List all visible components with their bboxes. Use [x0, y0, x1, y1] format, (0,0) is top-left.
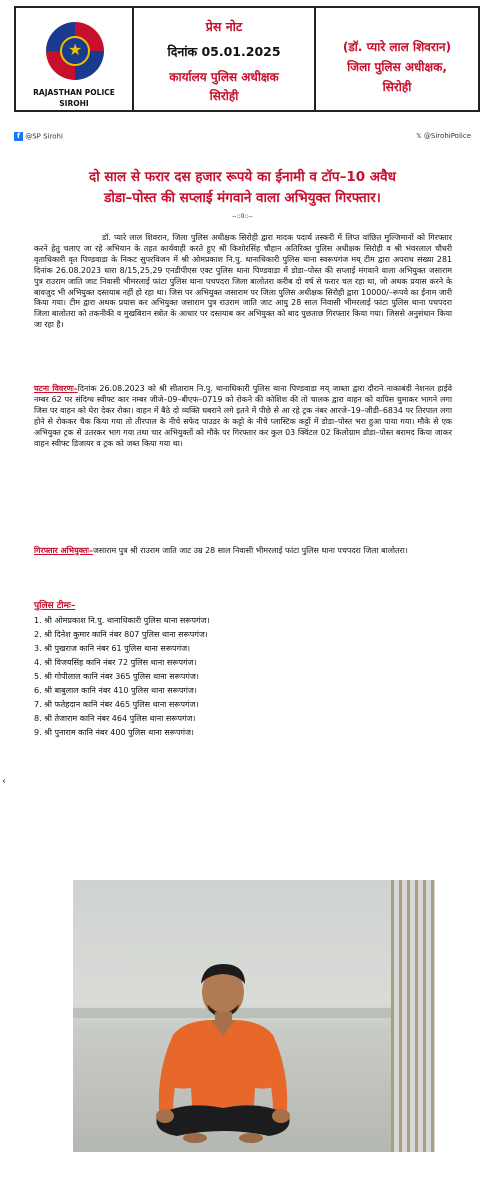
logo-caption-line1: RAJASTHAN POLICE — [33, 88, 115, 97]
office-name: कार्यालय पुलिस अधीक्षक — [169, 70, 279, 84]
team-member: 8. श्री तेजाराम कानि नंबर 464 पुलिस थाना सरूपगंज। — [34, 714, 196, 723]
team-member: 3. श्री पुखराज कानि नंबर 61 पुलिस थाना सरूपगंज। — [34, 644, 191, 653]
arrested-accused-text: जसाराम पुत्र श्री राउराम जाति जाट उम्र 28 साल निवासी भीमरलाई फांटा पुलिस थाना पचपदरा जिला बालोतरा। — [92, 546, 408, 555]
x-handle — [416, 132, 471, 140]
press-note-date: दिनांक 05.01.2025 — [167, 44, 281, 59]
officer-post: जिला पुलिस अधीक्षक, — [347, 60, 447, 74]
team-member: 6. श्री बाबुलाल कानि नंबर 410 पुलिस थाना सरूपगंज। — [34, 686, 197, 695]
body-paragraph-1: डॉ. प्यारे लाल शिवरान, जिला पुलिस अधीक्षक सिरोही द्वारा मादक पदार्थ तस्करी में लिप्त वांछित मुल्जिमानों को गिरफ्तार करने हेतु चलाए जा रहे अभियान के तहत कार्यवाही करते हुए श्री किशोरसिंह चौहान अतिरिक्त पुलिस अधीक्षक सिरोही व श्री भंवरलाल चौधरी वृताधिकारी वृत पिण्डवाडा के निकट सुपरविजन में श्री ओमप्रकाश नि.पु. थानाधिकारी पुलिस थाना स्वरूपगंज मय् टीम द्वारा अपराध संख्या 281 दिनांक 26.08.2023 धारा 8/15,25,29 एनडीपीएस एक्ट पुलिस थाना पिण्डवाडा में डोडा–पोस्त की सप्लाई मंगवाने वाला अभियुक्त जसाराम पुत्र राउराम जाति जाट निवासी भीमरलाई फांटा पुलिस थाना पचपदरा जिला बालोतरा करीब दो वर्ष से फरार चल रहा था, जो अथक प्रयास करने के बावजुद भी अभियुक्त दस्तयाब नहीं हो रहा था। जिस पर अभियुक्त जसाराम पर जिला पुलिस अधीक्षक सिरोही द्वारा 10000/–रूपये का ईनाम जारी किया गया। टीम द्वारा अथक प्रयास कर अभियुक्त जसाराम पुत्र राउराम जाति जाट आयु 28 साल निवासी भीमरलाई फांटा पुलिस थाना पचपदरा जिला बालोतरा को तकनीकी व मुखबिरान स्त्रोत के आधार पर दस्तयाब कर अभियुक्त को बाद पुछताछ गिरफ्तार किया गया। जिससे अनुसंधान किया जा रहा है। — [34, 233, 452, 330]
team-member: 5. श्री गोपीलाल कानि नंबर 365 पुलिस थाना सरूपगंज। — [34, 672, 199, 681]
facebook-icon: f — [14, 132, 23, 141]
x-handle-text: @SirohiPolice — [423, 132, 471, 140]
separator: --::0::-- — [232, 213, 253, 220]
team-member: 1. श्री ओमप्रकाश नि.पु. थानाधिकारी पुलिस थाना सरूपगंज। — [34, 616, 210, 625]
headline-line2: डोडा–पोस्त की सप्लाई मंगवाने वाला अभियुक्त गिरफ्तार। — [104, 190, 381, 206]
police-team-title: पुलिस टीमः– — [34, 601, 76, 611]
incident-details-label: घटना विवरणः– — [34, 384, 78, 393]
x-icon: 𝕏 — [416, 132, 422, 140]
office-place: सिरोही — [209, 89, 239, 103]
accused-person-figure — [73, 880, 435, 1152]
arrested-accused-label: गिरफ्तार अभियुक्तः– — [34, 546, 93, 555]
team-member: 2. श्री दिनेश कुमार कानि नंबर 807 पुलिस थाना सरूपगंज। — [34, 630, 208, 639]
rajasthan-police-logo-icon: ★ — [46, 22, 104, 80]
team-member: 9. श्री पुनाराम कानि नंबर 400 पुलिस थाना सरूपगंज। — [34, 728, 194, 737]
officer-block — [316, 8, 478, 110]
team-member: 7. श्री फतेहदान कानि नंबर 465 पुलिस थाना सरूपगंज। — [34, 700, 199, 709]
incident-details-text: दिनांक 26.08.2023 को श्री सीताराम नि.पु. थानाधिकारी पुलिस थाना पिण्डवाडा मय् जाब्ता द्वारा दौराने नाकाबंदी नेशनल हाईवे नम्बर 62 पर संदिग्ध स्वीफ्ट कार नम्बर जीजे–09–बीएफ–0719 को रोकने की कोशिश की तो चालक द्वारा वाहन को वापिस घुमाकर भागने लगा जिस पर वाहन को घेरा देकर रोका। वाहन में बैठे दो व्यक्ति घबराने लगे इतने में पीछे से आ रहे ट्रक नंबर आरजे–19–जीडी–6834 पर तिरपाल लगा होने से रोककर चैक किया गया तो तीरपाल के नीचे सफेद पाउडर के कट्टो के नीचे प्लास्टिक कट्टों में डोडा–पोस्त भरा हुआ पाया गया। मौके से एक अभियुक्त ट्रक से उतरकर भाग गया तथा चार अभियुक्तों को मौके पर गिरफ्तार कर कुल 03 क्विंटल 02 किलोग्राम डोडा–पोस्त बरामद किया जाकर वाहन स्वीफ्ट डिजायर व ट्रक को जब्त किया गया था। — [34, 384, 452, 448]
press-note-header — [14, 6, 480, 112]
arrested-accused-paragraph — [34, 546, 452, 557]
facebook-handle — [14, 132, 63, 141]
officer-place: सिरोही — [382, 80, 412, 94]
officer-name: (डॉ. प्यारे लाल शिवरान) — [342, 40, 452, 54]
logo-caption-line2: SIROHI — [59, 99, 89, 108]
chevron-left-icon[interactable]: ‹ — [2, 776, 6, 787]
police-logo-block — [16, 8, 134, 110]
accused-photo — [73, 880, 435, 1152]
headline-line1: दो साल से फरार दस हजार रूपये का ईनामी व टॉप–10 अवैध — [89, 169, 396, 185]
facebook-handle-text: @SP Sirohi — [25, 132, 63, 141]
headline — [20, 167, 465, 209]
team-member: 4. श्री विजयसिंह कानि नंबर 72 पुलिस थाना सरूपगंज। — [34, 658, 197, 667]
press-note-title: प्रेस नोट — [205, 19, 243, 34]
press-note-title-block — [134, 8, 316, 110]
incident-details-paragraph — [34, 384, 452, 449]
police-team-list — [34, 614, 452, 740]
